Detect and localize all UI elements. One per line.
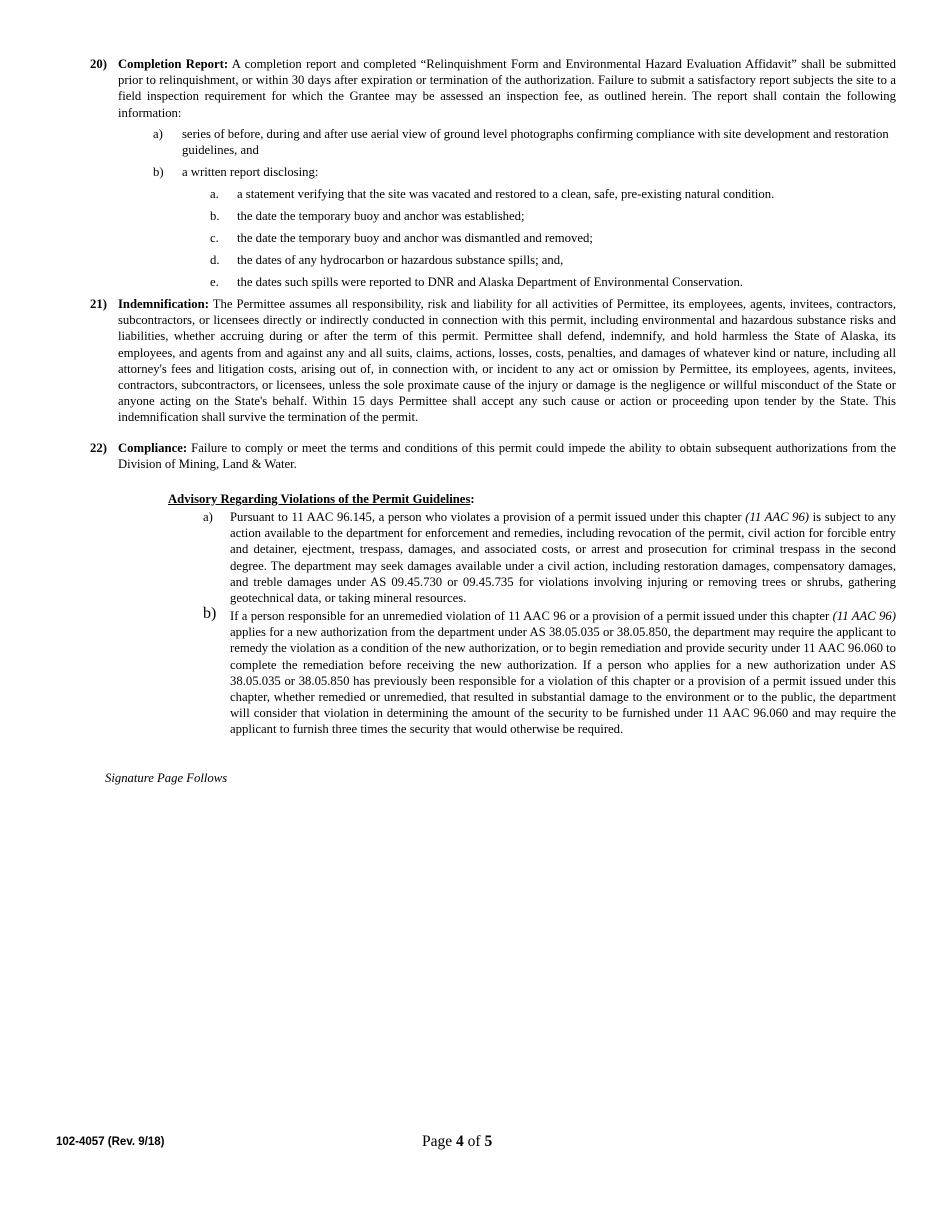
item-body <box>118 296 896 426</box>
item-body <box>118 440 896 472</box>
disclosure-d <box>210 252 896 268</box>
page-total: 5 <box>484 1133 493 1150</box>
advisory-heading-colon: : <box>470 492 475 506</box>
disclosure-text: the date the temporary buoy and anchor was established; <box>237 209 525 223</box>
disclosure-marker: a. <box>210 187 219 201</box>
item-text: A completion report and completed “Relinquishment Form and Environmental Hazard Evaluation Affidavit” shall be submitted prior to relinquishment, or within 30 days after expiration or termination of the authorization. Failure to submit a satisfactory report subjects the site to a field inspection requirement for which the Grantee may be assessed an inspection fee, as outlined herein. The report shall contain the following information: <box>118 57 896 120</box>
advisory-citation: (11 AAC 96) <box>745 510 810 524</box>
disclosure-marker: b. <box>210 209 220 223</box>
item-heading: Compliance: <box>118 441 188 455</box>
item-text: The Permittee assumes all responsibility, risk and liability for all activities of Permittee, its employees, agents, invitees, contractors, subcontractors, or licensees directly or indirectly conducted in connection with this permit, including environmental and hazardous substance risks and liabilities, whether accruing during or after the term of this permit. Permittee shall defend, indemnify, and hold harmless the State of Alaska, its employees, and agents from and against any and all suits, claims, actions, losses, costs, penalties, and damages of whatever kind or nature, including all attorney's fees and litigation costs, arising out of, in connection with, or incident to any act or omission by Permittee, its employees, agents, invitees, contractors, subcontractors, or licensees, unless the sole proximate cause of the injury or damage is the negligence or willful misconduct of the State or anyone acting on the State's behalf. Within 15 days Permittee shall accept any such cause or action or proceeding upon tender by the State. This indemnification shall survive the termination of the permit. <box>118 297 896 425</box>
subitem-text: a written report disclosing: <box>182 165 319 179</box>
advisory-heading: Advisory Regarding Violations of the Permit Guidelines <box>168 492 471 506</box>
disclosure-text: the date the temporary buoy and anchor was dismantled and removed; <box>237 231 593 245</box>
item-heading: Completion Report: <box>118 57 229 71</box>
disclosure-c <box>210 230 896 246</box>
disclosure-e <box>210 274 896 290</box>
advisory-text-part: is subject to any action available to the department for enforcement and remedies, including revocation of the permit, civil action for forcible entry and detainer, ejectment, trespass, damages, and associated costs, or arrest and prosecution for criminal trespass in the second degree. The department may seek damages available under a civil action, including restoration damages, compensatory damages, and treble damages under AS 09.45.730 or 09.45.735 for violations involving injuring or removing trees or shrubs, gathering geotechnical data, or taking mineral resources. <box>230 510 897 606</box>
disclosure-text: the dates such spills were reported to DNR and Alaska Department of Environmental Conservation. <box>237 275 743 289</box>
page-current: 4 <box>456 1133 464 1150</box>
disclosure-b <box>210 208 896 224</box>
disclosure-text: the dates of any hydrocarbon or hazardous substance spills; and, <box>237 253 564 267</box>
item-20-completion-report <box>90 56 896 121</box>
page-number <box>422 1133 492 1151</box>
item-number: 21) <box>90 297 107 311</box>
item-text: Failure to comply or meet the terms and conditions of this permit could impede the ability to obtain subsequent authorizations from the Division of Mining, Land & Water. <box>118 441 896 472</box>
advisory-marker: a) <box>203 510 213 524</box>
disclosure-marker: d. <box>210 253 220 267</box>
subitem-text: series of before, during and after use aerial view of ground level photographs confirming compliance with site development and restoration guidelines, and <box>182 127 889 158</box>
advisory-item-a <box>203 509 896 606</box>
advisory-citation: (11 AAC 96) <box>832 609 896 623</box>
disclosure-text: a statement verifying that the site was vacated and restored to a clean, safe, pre-existing natural condition. <box>237 187 775 201</box>
item-body <box>118 56 896 121</box>
subitem-marker: a) <box>153 127 163 141</box>
signature-page-note: Signature Page Follows <box>105 771 228 785</box>
form-number: 102-4057 (Rev. 9/18) <box>56 1136 165 1148</box>
subitem-a <box>153 126 896 158</box>
advisory-text <box>230 509 896 606</box>
advisory-marker: b) <box>203 605 217 622</box>
disclosure-marker: e. <box>210 275 219 289</box>
advisory-item-b <box>203 605 896 738</box>
item-number: 20) <box>90 57 107 71</box>
item-21-indemnification <box>90 296 896 426</box>
advisory-text-part: applies for a new authorization from the department under AS 38.05.035 or 38.05.850, the department may require the applicant to remedy the violation as a condition of the new authorization, or to begin remediation and provide security under 11 AAC 96.060 to complete the remediation before receiving the new authorization. If a person who applies for a new authorization under AS 38.05.035 or 38.05.850 has previously been responsible for a violation of this chapter or a provision of a permit issued under this chapter, whether remedied or unremedied, that resulted in substantial damage to the environment or to the public, the department will consider that violation in determining the amount of the security to be furnished under 11 AAC 96.060 and may require the applicant to furnish three times the security that would otherwise be required. <box>230 625 896 737</box>
page-of: of <box>467 1133 481 1150</box>
advisory-text-part: Pursuant to 11 AAC 96.145, a person who violates a provision of a permit issued under this chapter <box>230 510 746 524</box>
subitem-b <box>153 164 896 180</box>
disclosure-a <box>210 186 896 202</box>
subitem-marker: b) <box>153 165 164 179</box>
advisory-heading-line <box>168 491 475 507</box>
page-word: Page <box>422 1133 453 1150</box>
item-heading: Indemnification: <box>118 297 209 311</box>
item-22-compliance <box>90 440 896 472</box>
advisory-text-part: If a person responsible for an unremedied violation of 11 AAC 96 or a provision of a permit issued under this chapter <box>230 609 833 623</box>
item-number: 22) <box>90 441 107 455</box>
advisory-text <box>230 608 896 738</box>
disclosure-marker: c. <box>210 231 219 245</box>
